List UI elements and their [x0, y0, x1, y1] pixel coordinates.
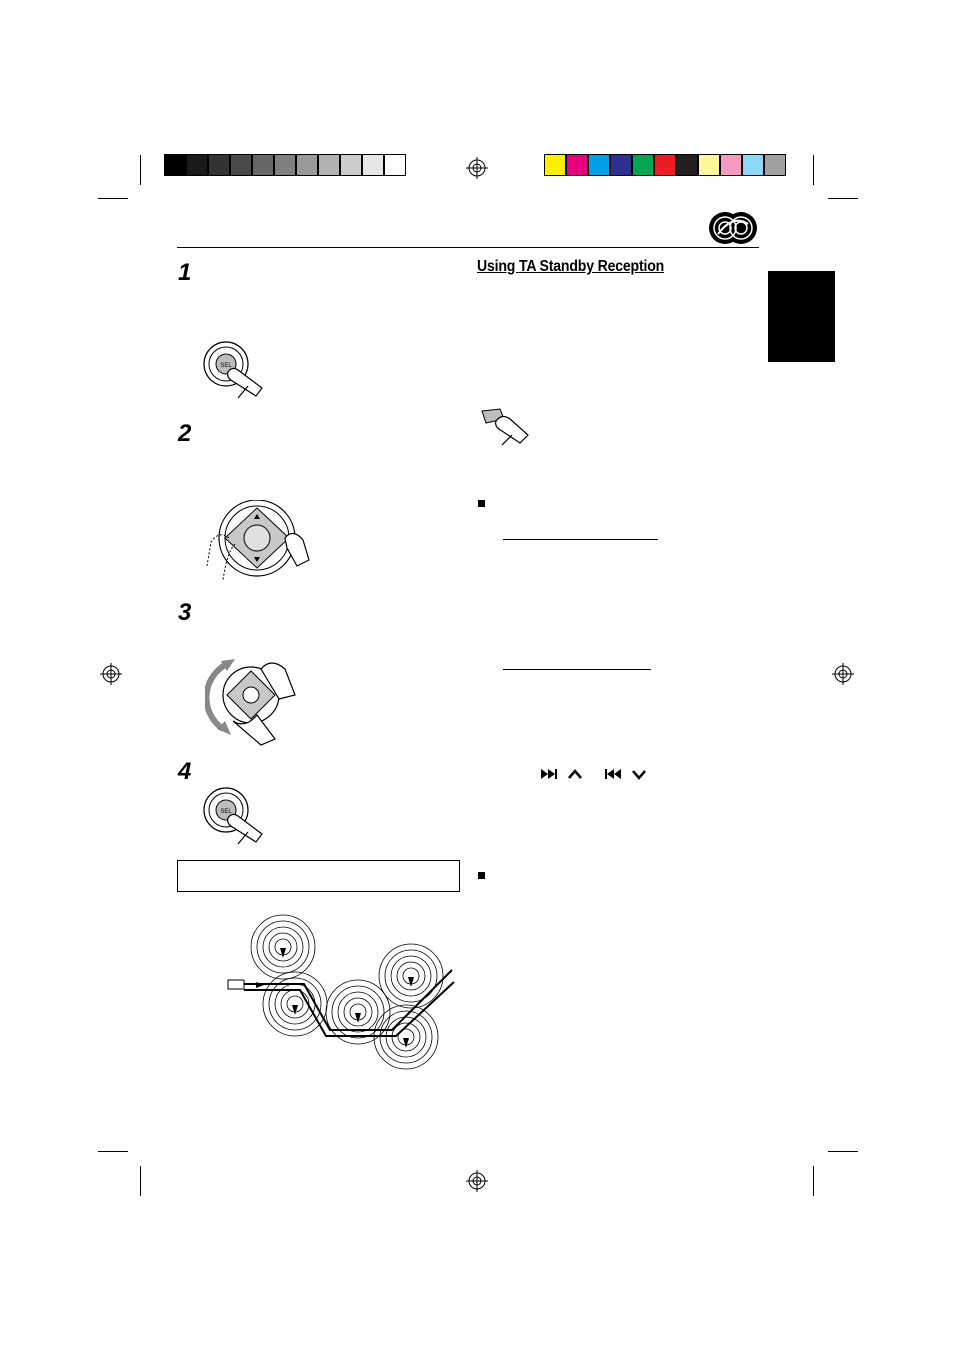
calibration-swatch: [296, 154, 318, 176]
section-heading: Using TA Standby Reception: [477, 258, 665, 275]
calibration-swatch: [164, 154, 186, 176]
step-number: 1: [178, 259, 192, 286]
calibration-swatch: [186, 154, 208, 176]
calibration-swatch: [632, 154, 654, 176]
calibration-swatch: [340, 154, 362, 176]
ta-button-icon: [478, 405, 532, 449]
registration-mark-icon: [100, 663, 122, 685]
calibration-swatch: [208, 154, 230, 176]
calibration-swatch: [698, 154, 720, 176]
radio-network-diagram: [224, 912, 460, 1072]
underline-rule: [503, 539, 658, 540]
crop-mark: [140, 1166, 141, 1196]
registration-mark-icon: [466, 157, 488, 179]
skip-forward-up-icon: [541, 767, 585, 781]
step-number: 3: [178, 599, 192, 626]
control-pad-icon: [205, 500, 315, 585]
calibration-swatch: [318, 154, 340, 176]
crop-mark: [813, 1166, 814, 1196]
calibration-swatch: [274, 154, 296, 176]
step-number: 4: [178, 758, 192, 785]
calibration-swatch: [544, 154, 566, 176]
crop-mark: [828, 198, 858, 199]
calibration-swatch: [588, 154, 610, 176]
calibration-swatch: [230, 154, 252, 176]
calibration-swatch: [742, 154, 764, 176]
calibration-swatch: [252, 154, 274, 176]
crop-mark: [828, 1151, 858, 1152]
grayscale-calibration-bar: [164, 154, 406, 176]
registration-mark-icon: [832, 663, 854, 685]
registration-mark-icon: [466, 1170, 488, 1192]
svg-text:SEL: SEL: [220, 363, 232, 369]
calibration-swatch: [362, 154, 384, 176]
header-rule: [177, 247, 759, 248]
calibration-swatch: [764, 154, 786, 176]
note-box: [177, 860, 460, 892]
sel-button-icon: [200, 784, 270, 850]
calibration-swatch: [384, 154, 406, 176]
bullet-marker: [478, 500, 485, 507]
underline-rule: [503, 669, 651, 670]
calibration-swatch: [566, 154, 588, 176]
bullet-marker: [478, 872, 485, 879]
crop-mark: [813, 155, 814, 185]
color-calibration-bar: [544, 154, 786, 176]
rotary-dial-icon: [205, 655, 300, 747]
rds-logo-icon: [708, 210, 758, 246]
crop-mark: [98, 1151, 128, 1152]
language-tab: [768, 271, 835, 362]
calibration-swatch: [676, 154, 698, 176]
calibration-swatch: [654, 154, 676, 176]
crop-mark: [98, 198, 128, 199]
crop-mark: [140, 155, 141, 185]
step-number: 2: [178, 420, 192, 447]
calibration-swatch: [720, 154, 742, 176]
svg-text:SEL: SEL: [220, 809, 232, 815]
calibration-swatch: [610, 154, 632, 176]
sel-button-icon: [200, 338, 270, 404]
skip-back-down-icon: [605, 767, 651, 781]
